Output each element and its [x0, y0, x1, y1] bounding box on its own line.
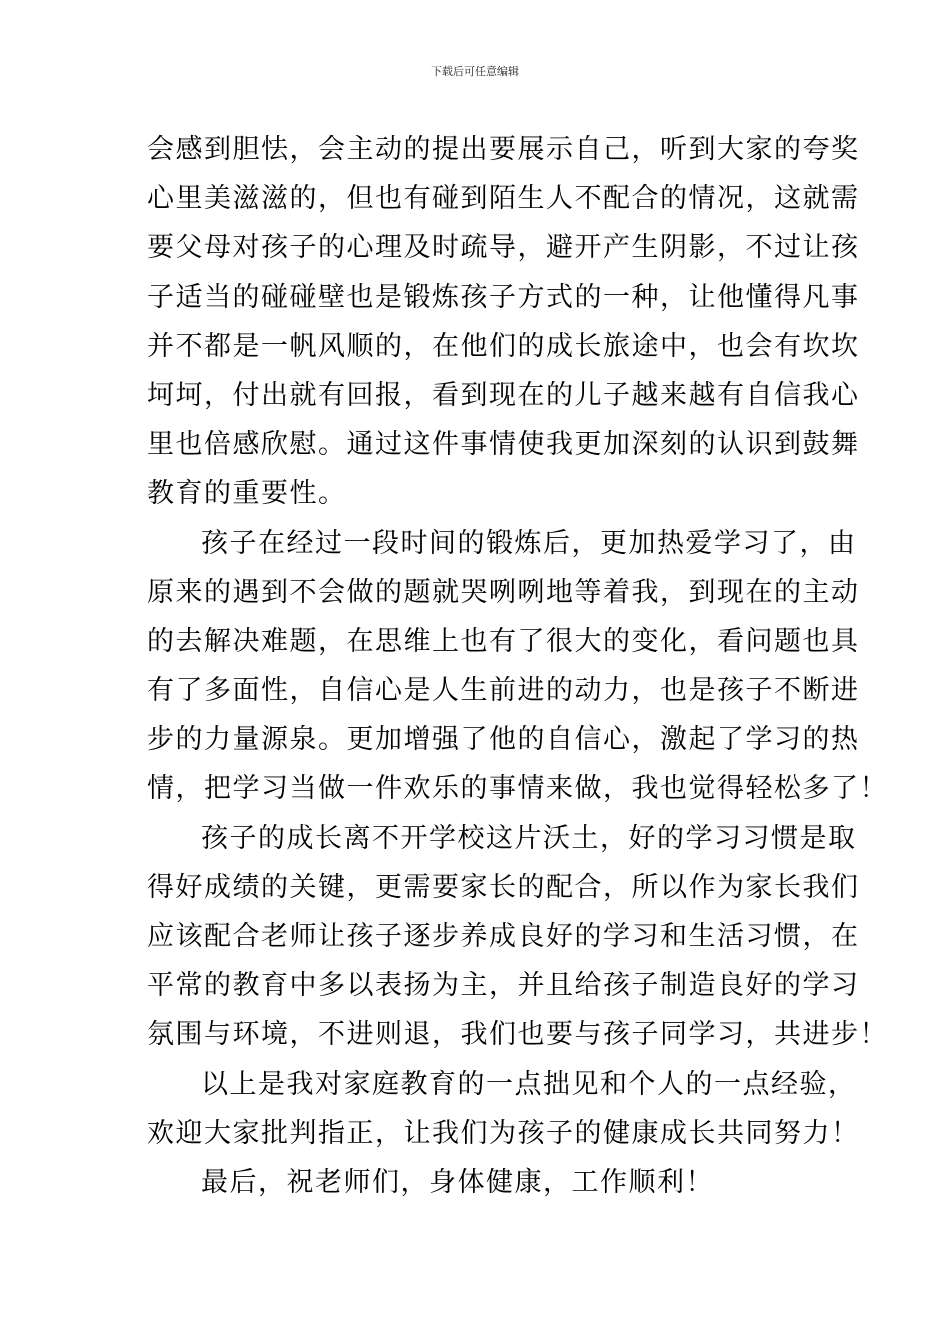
text-line: 以上是我对家庭教育的一点拙见和个人的一点经验，	[201, 1068, 857, 1100]
text-line: 的去解决难题，在思维上也有了很大的变化，看问题也具	[147, 625, 860, 657]
text-line: 有了多面性，自信心是人生前进的动力，也是孩子不断进	[147, 675, 860, 707]
text-line: 会感到胆怯，会主动的提出要展示自己，听到大家的夸奖	[147, 134, 860, 165]
text-line: 心里美滋滋的，但也有碰到陌生人不配合的情况，这就需	[147, 183, 860, 215]
text-line: 原来的遇到不会做的题就哭咧咧地等着我，到现在的主动	[147, 576, 860, 608]
paragraph	[147, 519, 888, 814]
text-line: 情，把学习当做一件欢乐的事情来做，我也觉得轻松多了！	[147, 773, 888, 805]
text-line: 坷坷，付出就有回报，看到现在的儿子越来越有自信我心	[147, 379, 860, 411]
text-line: 欢迎大家批判指正，让我们为孩子的健康成长共同努力！	[147, 1117, 860, 1149]
text-line: 子适当的碰碰壁也是锻炼孩子方式的一种，让他懂得凡事	[147, 281, 860, 313]
text-line: 教育的重要性。	[147, 478, 347, 510]
text-line: 并不都是一帆风顺的，在他们的成长旅途中，也会有坎坎	[147, 330, 860, 362]
page-header: 下载后可任意编辑	[431, 65, 519, 78]
text-line: 氛围与环境，不进则退，我们也要与孩子同学习，共进步！	[147, 1019, 888, 1051]
paragraph	[147, 125, 860, 519]
text-line: 得好成绩的关键，更需要家长的配合，所以作为家长我们	[147, 871, 860, 903]
text-line: 要父母对孩子的心理及时疏导，避开产生阴影，不过让孩	[147, 232, 860, 264]
text-line: 平常的教育中多以表扬为主，并且给孩子制造良好的学习	[147, 970, 860, 1002]
text-line: 孩子的成长离不开学校这片沃土，好的学习习惯是取	[201, 822, 857, 854]
text-line: 最后，祝老师们，身体健康，工作顺利！	[201, 1166, 714, 1198]
paragraph	[147, 1158, 811, 1207]
text-line: 里也倍感欣慰。通过这件事情使我更加深刻的认识到鼓舞	[147, 429, 860, 461]
document-body	[147, 125, 888, 1207]
text-line: 应该配合老师让孩子逐步养成良好的学习和生活习惯，在	[147, 921, 860, 952]
paragraph	[147, 1060, 860, 1158]
text-line: 孩子在经过一段时间的锻炼后，更加热爱学习了，由	[201, 527, 857, 559]
paragraph	[147, 814, 888, 1060]
text-line: 步的力量源泉。更加增强了他的自信心，激起了学习的热	[147, 724, 860, 756]
